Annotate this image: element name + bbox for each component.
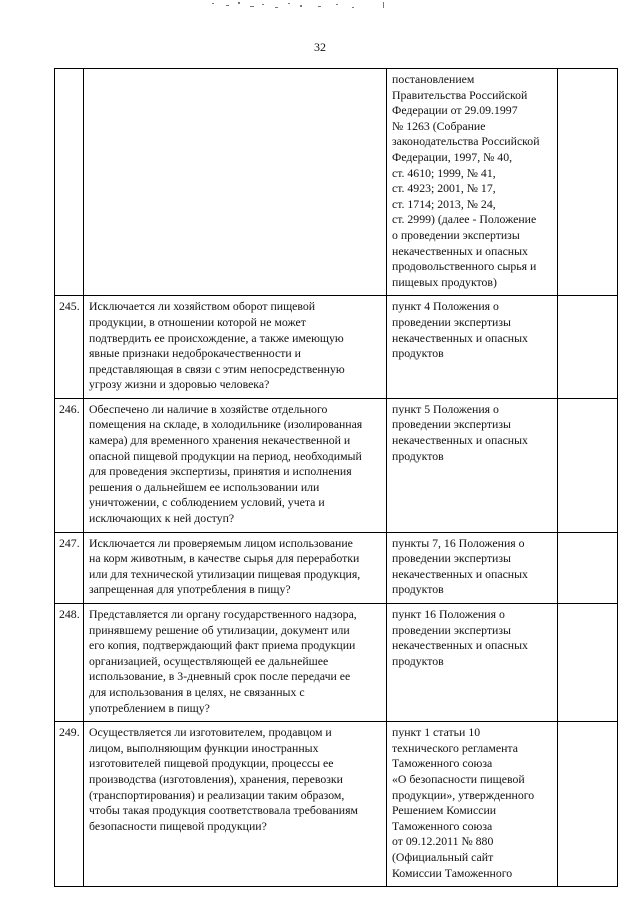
question-cell <box>84 398 387 532</box>
question-cell <box>84 604 387 722</box>
reference-cell <box>387 398 558 532</box>
row-number: 248. <box>55 604 84 722</box>
table-row <box>55 722 618 887</box>
mark-cell <box>558 722 618 887</box>
reference-cell <box>387 532 558 603</box>
mark-cell <box>558 532 618 603</box>
reference-text: постановлением Правительства Российской Федерации от 29.09.1997 № 1263 (Собрание законодательства Российской Федерации, 1997, № 40, ст. 4610; 1999, № 41, ст. 4923; 2001, № 17, ст. 1714; 2013, № 24, ст. 2999) (далее - Положение о проведении экспертизы некачественных и опасных продовольственного сырья и пищевых продуктов) <box>392 72 540 289</box>
reference-text: пункт 4 Положения о проведении экспертизы некачественных и опасных продуктов <box>392 299 528 361</box>
question-cell <box>84 532 387 603</box>
mark-cell <box>558 296 618 399</box>
table-row <box>55 604 618 722</box>
scan-artifact <box>0 0 640 20</box>
question-text: Исключается ли хозяйством оборот пищевой продукции, в отношении которой не может подтвердить ее происхождение, а также имеющую явные признаки недоброкачественности и представляющая в связи с этим непосредственную угрозу жизни и здоровью человека? <box>89 299 345 392</box>
question-cell <box>84 722 387 887</box>
page-number: 32 <box>314 40 326 54</box>
reference-cell <box>387 722 558 887</box>
requirements-table <box>54 68 618 887</box>
reference-cell <box>387 296 558 399</box>
row-number: 247. <box>55 532 84 603</box>
row-number: 249. <box>55 722 84 887</box>
table-row <box>55 532 618 603</box>
reference-cell <box>387 604 558 722</box>
reference-cell <box>387 69 558 296</box>
row-number-cell <box>55 69 84 296</box>
reference-text: пункты 7, 16 Положения о проведении экспертизы некачественных и опасных продуктов <box>392 535 528 597</box>
reference-text: пункт 5 Положения о проведении экспертизы некачественных и опасных продуктов <box>392 401 528 463</box>
question-text: Осуществляется ли изготовителем, продавцом и лицом, выполняющим функции иностранных изготовителей пищевой продукции, процессы ее производства (изготовления), хранения, перевозки (транспортирования) и реализации таким образом, чтобы такая продукция соответствовала требованиям безопасности пищевой продукции? <box>89 725 358 833</box>
mark-cell <box>558 604 618 722</box>
table-row <box>55 398 618 532</box>
question-cell <box>84 69 387 296</box>
table-row-continuation <box>55 69 618 296</box>
question-text: Исключается ли проверяемым лицом использование на корм животным, в качестве сырья для переработки или для технической утилизации пищевая продукция, запрещенная для употребления в пищу? <box>89 535 361 597</box>
mark-cell <box>558 398 618 532</box>
table-row <box>55 296 618 399</box>
row-number: 246. <box>55 398 84 532</box>
question-cell <box>84 296 387 399</box>
reference-text: пункт 1 статьи 10 технического регламента Таможенного союза «О безопасности пищевой продукции», утвержденного Решением Комиссии Таможенного союза от 09.12.2011 № 880 (Официальный сайт Комиссии Таможенного <box>392 725 535 880</box>
question-text: Представляется ли органу государственного надзора, принявшему решение об утилизации, документ или его копия, подтверждающий факт приема продукции организацией, осуществляющей ее дальнейшее использование, в 3-дневный срок после передачи ее для использования в целях, не связанных с употреблением в пищу? <box>89 607 357 715</box>
mark-cell <box>558 69 618 296</box>
question-text: Обеспечено ли наличие в хозяйстве отдельного помещения на складе, в холодильнике (изолированная камера) для временного хранения некачественной и опасной пищевой продукции на период, необходимый для проведения экспертизы, принятия и исполнения решения о дальнейшем ее использовании или уничтожении, с соблюдением условий, учета и исключающих к ней доступ? <box>89 401 363 526</box>
row-number: 245. <box>55 296 84 399</box>
reference-text: пункт 16 Положения о проведении экспертизы некачественных и опасных продуктов <box>392 607 528 668</box>
